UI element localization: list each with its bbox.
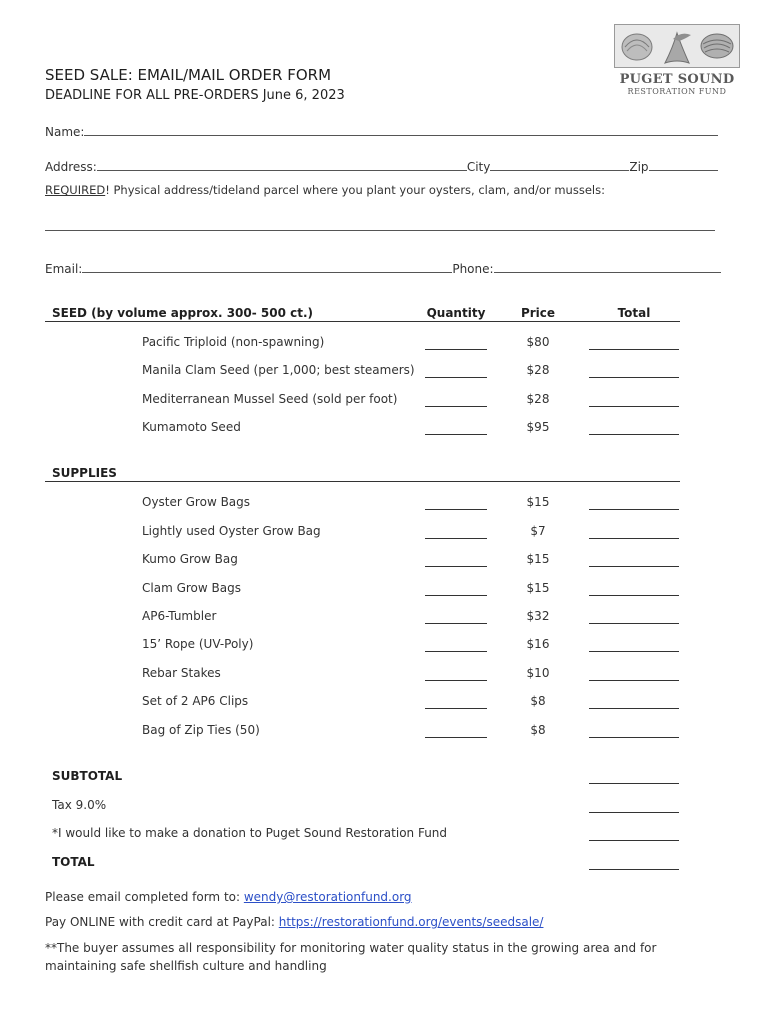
shellfish-logo-icon	[614, 24, 740, 68]
quantity-field[interactable]	[425, 680, 487, 681]
address-label: Address:	[45, 160, 97, 174]
item-name: Mediterranean Mussel Seed (sold per foot)	[142, 392, 398, 406]
item-name: 15’ Rope (UV-Poly)	[142, 637, 254, 651]
quantity-field[interactable]	[425, 651, 487, 652]
item-name: AP6-Tumbler	[142, 609, 217, 623]
required-word: REQUIRED	[45, 183, 106, 197]
item-name: Bag of Zip Ties (50)	[142, 723, 260, 737]
address-field[interactable]	[97, 159, 467, 171]
total-field[interactable]	[589, 623, 679, 624]
required-note	[45, 183, 605, 197]
total-field[interactable]	[589, 651, 679, 652]
city-field[interactable]	[490, 159, 629, 171]
name-field-row	[45, 124, 718, 139]
pay-online-instructions	[45, 915, 543, 929]
item-name: Kumo Grow Bag	[142, 552, 238, 566]
total-label: TOTAL	[52, 855, 95, 869]
required-text: ! Physical address/tideland parcel where you plant your oysters, clam, and/or mussels:	[105, 183, 605, 197]
item-price: $8	[530, 723, 546, 737]
item-price: $15	[526, 495, 550, 509]
item-price: $28	[526, 363, 550, 377]
item-price: $28	[526, 392, 550, 406]
total-field[interactable]	[589, 349, 679, 350]
phone-field[interactable]	[494, 261, 721, 273]
email-instructions-text: Please email completed form to:	[45, 890, 244, 904]
email-instructions	[45, 890, 412, 904]
zip-label: Zip	[629, 160, 649, 174]
quantity-field[interactable]	[425, 566, 487, 567]
subtotal-field[interactable]	[589, 783, 679, 784]
quantity-field[interactable]	[425, 538, 487, 539]
item-name: Pacific Triploid (non-spawning)	[142, 335, 325, 349]
donation-label: *I would like to make a donation to Puget Sound Restoration Fund	[52, 826, 448, 840]
item-price: $16	[526, 637, 550, 651]
total-field[interactable]	[589, 509, 679, 510]
quantity-field[interactable]	[425, 377, 487, 378]
item-name: Oyster Grow Bags	[142, 495, 251, 509]
quantity-header: Quantity	[426, 306, 486, 320]
quantity-field[interactable]	[425, 623, 487, 624]
donation-field[interactable]	[589, 840, 679, 841]
total-field[interactable]	[589, 737, 679, 738]
tax-label: Tax 9.0%	[52, 798, 107, 812]
item-name: Lightly used Oyster Grow Bag	[142, 524, 321, 538]
tideland-parcel-field[interactable]	[45, 230, 715, 231]
subtotal-label: SUBTOTAL	[52, 769, 123, 783]
total-field[interactable]	[589, 538, 679, 539]
name-field[interactable]	[84, 124, 718, 136]
deadline-text: DEADLINE FOR ALL PRE-ORDERS June 6, 2023	[45, 88, 345, 103]
email-label: Email:	[45, 262, 83, 276]
total-field[interactable]	[589, 566, 679, 567]
quantity-field[interactable]	[425, 434, 487, 435]
item-price: $8	[530, 694, 546, 708]
seed-header-rule	[45, 321, 680, 322]
total-field[interactable]	[589, 377, 679, 378]
supplies-heading: SUPPLIES	[52, 466, 117, 480]
supplies-header-rule	[45, 481, 680, 482]
item-name: Manila Clam Seed (per 1,000; best steamers)	[142, 363, 415, 377]
paypal-link[interactable]: https://restorationfund.org/events/seedsale/	[278, 915, 544, 929]
liability-note: **The buyer assumes all responsibility for monitoring water quality status in the growing area and for maintaining safe shellfish culture and handling	[45, 941, 657, 973]
logo-subname: RESTORATION FUND	[627, 87, 727, 96]
phone-label: Phone:	[452, 262, 494, 276]
price-header: Price	[520, 306, 556, 320]
item-name: Kumamoto Seed	[142, 420, 241, 434]
quantity-field[interactable]	[425, 595, 487, 596]
page-title: SEED SALE: EMAIL/MAIL ORDER FORM	[45, 66, 332, 84]
address-field-row	[45, 159, 718, 174]
email-field[interactable]	[82, 261, 452, 273]
quantity-field[interactable]	[425, 406, 487, 407]
tax-field[interactable]	[589, 812, 679, 813]
zip-field[interactable]	[649, 159, 718, 171]
total-header: Total	[617, 306, 651, 320]
quantity-field[interactable]	[425, 349, 487, 350]
quantity-field[interactable]	[425, 737, 487, 738]
item-price: $95	[526, 420, 550, 434]
item-price: $7	[530, 524, 546, 538]
name-label: Name:	[45, 125, 85, 139]
total-field[interactable]	[589, 406, 679, 407]
item-price: $80	[526, 335, 550, 349]
total-field[interactable]	[589, 595, 679, 596]
item-price: $15	[526, 552, 550, 566]
item-name: Clam Grow Bags	[142, 581, 241, 595]
pay-online-text: Pay ONLINE with credit card at PayPal:	[45, 915, 279, 929]
item-price: $15	[526, 581, 550, 595]
item-name: Set of 2 AP6 Clips	[142, 694, 249, 708]
item-price: $32	[526, 609, 550, 623]
seed-heading: SEED (by volume approx. 300- 500 ct.)	[52, 306, 314, 320]
item-name: Rebar Stakes	[142, 666, 221, 680]
logo-name: PUGET SOUND	[619, 72, 735, 87]
grand-total-field[interactable]	[589, 869, 679, 870]
total-field[interactable]	[589, 708, 679, 709]
total-field[interactable]	[589, 680, 679, 681]
item-price: $10	[526, 666, 550, 680]
quantity-field[interactable]	[425, 708, 487, 709]
email-link[interactable]: wendy@restorationfund.org	[243, 890, 412, 904]
email-phone-row	[45, 261, 721, 276]
city-label: City	[466, 160, 491, 174]
quantity-field[interactable]	[425, 509, 487, 510]
total-field[interactable]	[589, 434, 679, 435]
puget-sound-logo	[614, 24, 740, 102]
